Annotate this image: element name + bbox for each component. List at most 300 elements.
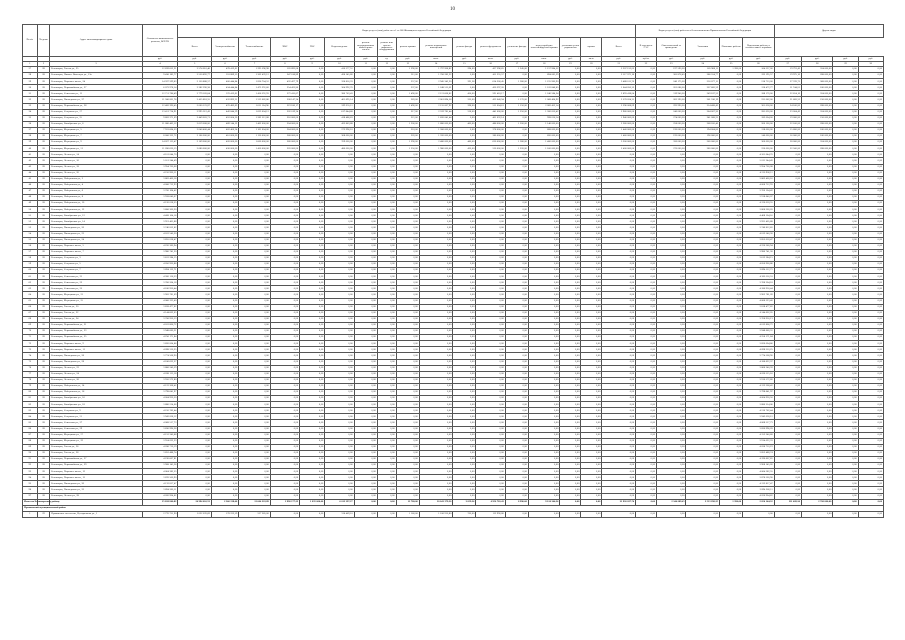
- table-cell: 0,00: [270, 469, 299, 475]
- table-cell: 0,00: [476, 304, 505, 310]
- table-cell: 0,00: [801, 353, 832, 359]
- table-cell: 0,00: [505, 402, 528, 408]
- table-cell: 49: [23, 201, 38, 207]
- table-cell: 53: [23, 225, 38, 231]
- table-cell: 0,00: [602, 225, 636, 231]
- table-cell: 0,00: [453, 402, 476, 408]
- table-cell: 0,00: [720, 176, 743, 182]
- table-cell: 0,00: [178, 463, 212, 469]
- table-cell: 0,00: [581, 79, 602, 85]
- table-cell: 0,00: [325, 292, 354, 298]
- table-cell: 0,00: [300, 73, 325, 79]
- table-cell: 0,00: [453, 194, 476, 200]
- table-cell: 617 644,68: [325, 109, 354, 115]
- table-cell: 1 390,00: [396, 140, 419, 146]
- table-cell: 0,00: [774, 347, 801, 353]
- table-cell: 0,00: [453, 365, 476, 371]
- table-cell: 0,00: [801, 444, 832, 450]
- table-cell: 0,00: [505, 335, 528, 341]
- table-cell: 0,00: [560, 396, 581, 402]
- table-cell: 0,00: [774, 243, 801, 249]
- table-cell: 0,00: [636, 127, 657, 133]
- table-cell: 0,00: [396, 176, 419, 182]
- unit-cell: руб.: [833, 57, 858, 62]
- table-cell: 0,00: [476, 182, 505, 188]
- table-cell: 4 122 308,42: [743, 383, 775, 389]
- table-cell: 0,00: [419, 389, 453, 395]
- table-cell: 11 744,01: [774, 85, 801, 91]
- table-cell: 39: [23, 140, 38, 146]
- table-cell: 0,00: [581, 268, 602, 274]
- table-cell: 0,00: [300, 194, 325, 200]
- table-cell: 0,00: [300, 347, 325, 353]
- table-cell: 349 187,52: [686, 91, 720, 97]
- table-cell: Беломорск, Первомайская ул., 27: [50, 85, 142, 91]
- sub-header-cell: переустройство невентилируемой крыши: [528, 38, 559, 57]
- table-cell: 0,00: [300, 91, 325, 97]
- table-cell: 0,00: [858, 377, 883, 383]
- table-cell: 3 818 477,62: [142, 304, 178, 310]
- unit-cell: руб.: [325, 57, 354, 62]
- table-cell: 0,00: [686, 414, 720, 420]
- table-cell: 0,00: [858, 371, 883, 377]
- table-cell: 0,00: [602, 170, 636, 176]
- table-cell: 0,00: [581, 365, 602, 371]
- table-cell: 4 186 622,37: [142, 359, 178, 365]
- table-cell: 0,00: [686, 152, 720, 158]
- table-cell: 0,00: [300, 213, 325, 219]
- table-cell: 63: [23, 286, 38, 292]
- table-cell: 0,00: [581, 225, 602, 231]
- table-cell: Беломорск, Портовое шоссе, 7: [50, 249, 142, 255]
- table-cell: 3 830 996,28: [743, 426, 775, 432]
- table-cell: 0,00: [720, 182, 743, 188]
- table-cell: 4 132 817,47: [743, 481, 775, 487]
- table-cell: Беломорск, Солунина ул., 11: [50, 414, 142, 420]
- table-cell: 0,00: [602, 176, 636, 182]
- unit-cell: руб.: [453, 57, 476, 62]
- table-cell: 0,00: [178, 194, 212, 200]
- table-cell: 268 010,40: [686, 121, 720, 127]
- table-cell: 240 000,00: [657, 109, 686, 115]
- table-cell: 0,00: [270, 487, 299, 493]
- table-cell: 288 000,00: [801, 103, 832, 109]
- table-cell: 0,00: [505, 158, 528, 164]
- table-cell: 4 020 904,62: [743, 493, 775, 499]
- table-cell: 808 000,00: [528, 127, 559, 133]
- table-cell: 0,00: [686, 383, 720, 389]
- table-cell: 0,00: [833, 310, 858, 316]
- table-cell: 0,00: [505, 341, 528, 347]
- table-cell: 0,00: [720, 121, 743, 127]
- table-cell: 0,00: [211, 237, 238, 243]
- table-cell: 0,00: [178, 426, 212, 432]
- table-cell: 0,00: [602, 408, 636, 414]
- table-cell: 0,00: [178, 389, 212, 395]
- table-cell: 0,00: [419, 487, 453, 493]
- table-cell: 0,00: [636, 280, 657, 286]
- table-cell: 0,00: [419, 182, 453, 188]
- table-cell: 0,00: [270, 475, 299, 481]
- table-cell: 0,00: [396, 444, 419, 450]
- table-cell: 0,00: [858, 280, 883, 286]
- table-cell: 0,00: [377, 511, 396, 517]
- table-cell: 0,00: [300, 292, 325, 298]
- table-cell: 0,00: [505, 91, 528, 97]
- table-cell: Беломорск, Портовое шоссе, 13: [50, 469, 142, 475]
- table-cell: 0,00: [560, 67, 581, 73]
- table-cell: 0,00: [211, 402, 238, 408]
- table-cell: 0,00: [270, 365, 299, 371]
- table-cell: 0,00: [300, 322, 325, 328]
- table-cell: 0,00: [354, 493, 377, 499]
- table-cell: 23 004,42: [774, 109, 801, 115]
- table-cell: 0,00: [636, 152, 657, 158]
- table-cell: 22 814,10: [774, 91, 801, 97]
- table-cell: 0,00: [686, 481, 720, 487]
- table-cell: 28: [37, 389, 50, 395]
- table-cell: 0,00: [602, 298, 636, 304]
- table-cell: 0,00: [419, 347, 453, 353]
- table-cell: 0,00: [354, 511, 377, 517]
- table-cell: 8 006 332,72: [142, 134, 178, 140]
- table-cell: 0,00: [354, 481, 377, 487]
- table-cell: 0,00: [560, 79, 581, 85]
- table-cell: 0,00: [354, 469, 377, 475]
- table-cell: 0,00: [528, 280, 559, 286]
- table-cell: 57: [23, 249, 38, 255]
- table-cell: 0,00: [636, 408, 657, 414]
- table-cell: 0,00: [505, 316, 528, 322]
- table-cell: 36: [23, 121, 38, 127]
- table-cell: 0,00: [419, 231, 453, 237]
- table-cell: 0,00: [354, 103, 377, 109]
- table-cell: 0,00: [396, 304, 419, 310]
- table-cell: 0,00: [720, 188, 743, 194]
- table-cell: 553 889,55: [211, 73, 238, 79]
- table-cell: 0,00: [801, 292, 832, 298]
- table-cell: 85: [23, 420, 38, 426]
- table-cell: 0,00: [774, 335, 801, 341]
- table-cell: 0,00: [720, 268, 743, 274]
- table-cell: 591 418,17: [476, 91, 505, 97]
- table-cell: 0,00: [300, 493, 325, 499]
- table-cell: 0,00: [774, 152, 801, 158]
- table-cell: Беломорск, Гоголя ул., 36: [50, 444, 142, 450]
- table-cell: 0,00: [858, 97, 883, 103]
- index-cell: 13: [396, 62, 419, 67]
- table-cell: 0,00: [774, 176, 801, 182]
- table-cell: 1 402 000,00: [239, 121, 270, 127]
- table-cell: 0,00: [354, 121, 377, 127]
- table-cell: 0,00: [560, 389, 581, 395]
- table-cell: 0,00: [300, 469, 325, 475]
- table-cell: 0,00: [858, 67, 883, 73]
- table-cell: 0,00: [636, 121, 657, 127]
- table-cell: Беломорск, Лесная ул., 14: [50, 152, 142, 158]
- table-cell: 0,00: [453, 377, 476, 383]
- table-cell: 0,00: [833, 170, 858, 176]
- table-cell: 0,00: [581, 134, 602, 140]
- table-cell: 0,00: [300, 280, 325, 286]
- table-cell: 0,00: [581, 438, 602, 444]
- table-cell: 0,00: [581, 511, 602, 517]
- table-cell: 4 098 310,25: [743, 347, 775, 353]
- table-cell: 0,00: [453, 316, 476, 322]
- table-cell: 0,00: [657, 450, 686, 456]
- table-cell: 0,00: [657, 426, 686, 432]
- table-cell: 511 004,61: [476, 103, 505, 109]
- table-cell: 0,00: [528, 268, 559, 274]
- table-cell: 0,00: [636, 420, 657, 426]
- table-cell: 0,00: [476, 347, 505, 353]
- table-cell: 0,00: [560, 109, 581, 115]
- table-cell: 0,00: [581, 85, 602, 91]
- table-cell: 0,00: [505, 444, 528, 450]
- index-cell: 2: [37, 62, 50, 67]
- table-cell: 0,00: [602, 469, 636, 475]
- table-cell: 0,00: [300, 402, 325, 408]
- table-cell: 0,00: [686, 322, 720, 328]
- table-cell: 0,00: [560, 438, 581, 444]
- table-cell: 0,00: [239, 365, 270, 371]
- table-cell: 599 355,11: [325, 103, 354, 109]
- table-cell: 80: [23, 389, 38, 395]
- table-cell: 0,00: [239, 414, 270, 420]
- table-cell: 28: [37, 408, 50, 414]
- table-cell: 0,00: [419, 213, 453, 219]
- table-cell: 0,00: [657, 457, 686, 463]
- table-cell: 15 800,00: [774, 127, 801, 133]
- table-cell: 0,00: [377, 444, 396, 450]
- table-cell: 0,00: [774, 444, 801, 450]
- table-cell: 0,00: [325, 420, 354, 426]
- table-cell: Беломорск, Октябрьская ул., 14: [50, 219, 142, 225]
- table-cell: 0,00: [419, 420, 453, 426]
- table-cell: 0,00: [657, 298, 686, 304]
- sub-header-cell: ремонт или замена лифтового оборудования: [377, 38, 396, 57]
- table-cell: 1 797 908,82: [419, 67, 453, 73]
- table-cell: 0,00: [377, 219, 396, 225]
- table-cell: 0,00: [636, 316, 657, 322]
- table-cell: 0,00: [270, 347, 299, 353]
- table-cell: 0,00: [602, 286, 636, 292]
- table-cell: 0,00: [505, 207, 528, 213]
- table-cell: 4 064 382,55: [743, 469, 775, 475]
- table-cell: 0,00: [581, 152, 602, 158]
- table-cell: 0,00: [657, 353, 686, 359]
- unit-cell: руб.: [560, 57, 581, 62]
- table-cell: 432 893,31: [211, 97, 238, 103]
- table-cell: Беломорск, Мерецкова ул., 13: [50, 292, 142, 298]
- table-cell: 0,00: [325, 219, 354, 225]
- table-cell: 0,00: [657, 213, 686, 219]
- table-cell: 0,00: [505, 225, 528, 231]
- table-cell: 4 066 323,40: [743, 298, 775, 304]
- table-cell: 0,00: [602, 201, 636, 207]
- table-cell: 3 942 038,12: [743, 414, 775, 420]
- table-cell: 0,00: [833, 396, 858, 402]
- table-cell: 0,00: [178, 371, 212, 377]
- table-cell: 0,00: [720, 255, 743, 261]
- table-cell: 28: [37, 207, 50, 213]
- table-cell: 0,00: [657, 481, 686, 487]
- table-cell: 0,00: [270, 432, 299, 438]
- table-cell: 0,00: [801, 170, 832, 176]
- table-cell: 0,00: [858, 152, 883, 158]
- table-cell: 0,00: [858, 134, 883, 140]
- table-cell: 0,00: [419, 201, 453, 207]
- table-cell: 0,00: [476, 457, 505, 463]
- table-cell: 0,00: [636, 432, 657, 438]
- table-cell: 0,00: [354, 91, 377, 97]
- table-cell: 0,00: [581, 426, 602, 432]
- table-cell: 216 000,00: [801, 115, 832, 121]
- table-cell: 27: [23, 67, 38, 73]
- table-cell: 0,00: [774, 188, 801, 194]
- table-cell: 0,00: [178, 201, 212, 207]
- table-cell: 2 449 003,71: [178, 115, 212, 121]
- table-cell: 0,00: [419, 158, 453, 164]
- table-cell: 0,00: [581, 231, 602, 237]
- table-cell: 0,00: [602, 329, 636, 335]
- table-cell: 0,00: [178, 383, 212, 389]
- table-cell: 0,00: [801, 182, 832, 188]
- table-cell: 0,00: [300, 359, 325, 365]
- table-cell: 0,00: [239, 383, 270, 389]
- table-cell: 0,00: [377, 450, 396, 456]
- table-cell: 0,00: [774, 414, 801, 420]
- table-cell: 0,00: [239, 298, 270, 304]
- index-cell: 25: [720, 62, 743, 67]
- table-cell: 0,00: [657, 371, 686, 377]
- table-cell: 28: [37, 103, 50, 109]
- table-cell: 0,00: [602, 377, 636, 383]
- unit-cell: руб.: [774, 57, 801, 62]
- table-cell: 0,00: [560, 475, 581, 481]
- table-cell: 0,00: [239, 201, 270, 207]
- table-cell: 28: [37, 359, 50, 365]
- table-cell: 426 145,80: [325, 73, 354, 79]
- table-cell: 0,00: [858, 463, 883, 469]
- table-cell: 0,00: [270, 182, 299, 188]
- table-cell: 0,00: [636, 481, 657, 487]
- table-cell: 0,00: [774, 280, 801, 286]
- table-cell: 620 000,00: [476, 140, 505, 146]
- table-cell: 0,00: [602, 262, 636, 268]
- table-cell: 4 950 781,43: [476, 499, 505, 505]
- table-cell: 3 876 500,90: [142, 475, 178, 481]
- table-cell: 0,00: [505, 249, 528, 255]
- table-cell: 28: [37, 243, 50, 249]
- table-cell: 0,00: [636, 213, 657, 219]
- table-cell: 77: [23, 371, 38, 377]
- table-cell: 0,00: [657, 463, 686, 469]
- table-cell: 0,00: [377, 377, 396, 383]
- table-cell: 0,00: [211, 316, 238, 322]
- table-cell: 0,00: [300, 85, 325, 91]
- table-cell: 0,00: [581, 316, 602, 322]
- table-cell: 3 612 284,15: [142, 255, 178, 261]
- table-cell: 4 012 806,72: [743, 322, 775, 328]
- table-cell: 1 306 000,00: [419, 127, 453, 133]
- table-cell: 3 855 018,47: [743, 237, 775, 243]
- table-cell: Беломорск, Советская ул., 21: [50, 274, 142, 280]
- table-cell: 192 000,00: [657, 134, 686, 140]
- table-cell: 0,00: [581, 335, 602, 341]
- table-cell: 0,00: [720, 170, 743, 176]
- table-cell: 0,00: [581, 280, 602, 286]
- table-cell: 0,00: [505, 231, 528, 237]
- table-cell: 0,00: [178, 268, 212, 274]
- table-cell: 0,00: [178, 359, 212, 365]
- table-cell: 0,00: [528, 457, 559, 463]
- table-cell: 0,00: [300, 188, 325, 194]
- table-cell: 0,00: [354, 146, 377, 152]
- table-cell: 308 000,00: [325, 134, 354, 140]
- table-cell: 56: [23, 243, 38, 249]
- table-cell: 305 876,45: [657, 73, 686, 79]
- table-cell: 0,00: [636, 109, 657, 115]
- table-cell: Беломорск, Набережная ул., 12: [50, 207, 142, 213]
- table-cell: 0,00: [325, 274, 354, 280]
- table-cell: 0,00: [211, 201, 238, 207]
- table-cell: 264 007,20: [686, 109, 720, 115]
- table-cell: 3 200 000,00: [602, 140, 636, 146]
- table-cell: 0,00: [300, 298, 325, 304]
- table-cell: 138 000,00: [743, 127, 775, 133]
- col-no-header: № п/п: [23, 25, 38, 57]
- table-cell: 0,00: [300, 176, 325, 182]
- table-cell: 1: [23, 511, 38, 517]
- table-cell: 0,00: [396, 237, 419, 243]
- table-cell: 0,00: [686, 444, 720, 450]
- table-cell: 0,00: [270, 268, 299, 274]
- table-cell: 0,00: [505, 127, 528, 133]
- table-cell: 0,00: [528, 237, 559, 243]
- table-cell: 0,00: [858, 73, 883, 79]
- table-cell: 0,00: [377, 249, 396, 255]
- table-cell: 0,00: [657, 249, 686, 255]
- table-cell: 0,00: [801, 286, 832, 292]
- table-cell: 0,00: [833, 371, 858, 377]
- table-cell: 59: [23, 262, 38, 268]
- table-cell: 0,00: [211, 353, 238, 359]
- table-cell: 0,00: [720, 103, 743, 109]
- table-cell: 0,00: [270, 194, 299, 200]
- table-cell: 0,00: [657, 170, 686, 176]
- table-cell: 0,00: [377, 310, 396, 316]
- unit-cell: руб.: [300, 57, 325, 62]
- table-cell: Беломорск, Октябрьская ул., 18: [50, 402, 142, 408]
- table-cell: 0,00: [833, 85, 858, 91]
- table-cell: 0,00: [720, 146, 743, 152]
- table-cell: 0,00: [354, 347, 377, 353]
- table-cell: 0,00: [560, 298, 581, 304]
- table-cell: 0,00: [476, 371, 505, 377]
- table-cell: 0,00: [211, 469, 238, 475]
- table-cell: 2 700 000,00: [801, 499, 832, 505]
- table-cell: 3 880 214,06: [743, 402, 775, 408]
- table-cell: 220 000,00: [743, 146, 775, 152]
- table-cell: 0,00: [528, 298, 559, 304]
- index-cell: 4: [142, 62, 178, 67]
- table-cell: 0,00: [453, 341, 476, 347]
- table-cell: 0,00: [354, 438, 377, 444]
- table-cell: 0,00: [178, 158, 212, 164]
- table-cell: 0,00: [560, 115, 581, 121]
- table-cell: 0,00: [476, 450, 505, 456]
